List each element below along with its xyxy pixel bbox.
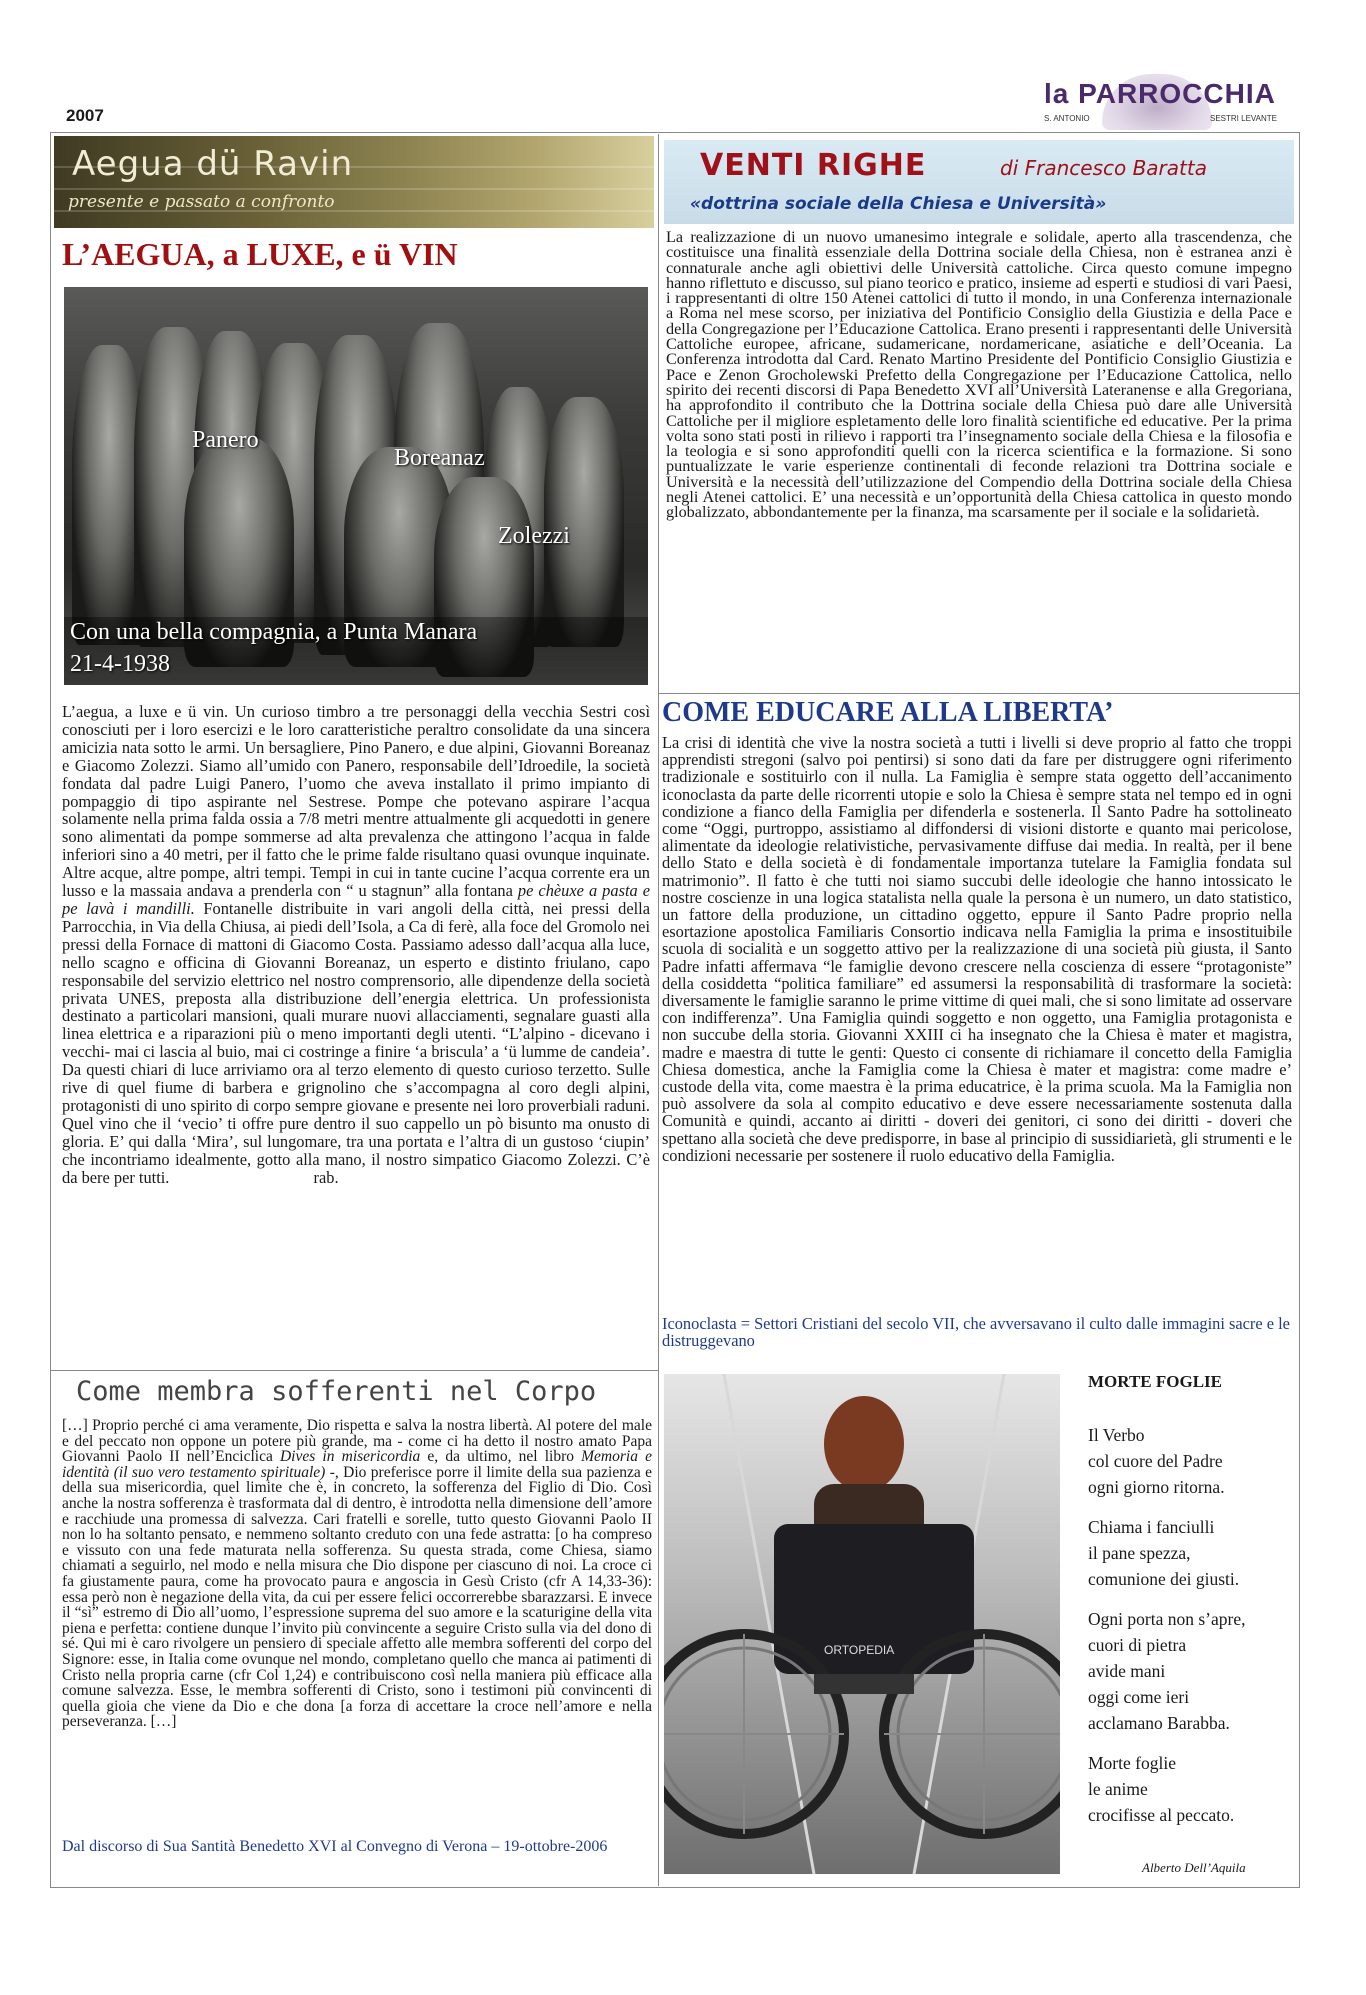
membra-body xyxy=(62,1418,652,1730)
photo-label-boreanaz: Boreanaz xyxy=(394,445,485,471)
membra-italic-dives: Dives in misericordia xyxy=(279,1448,421,1466)
poem-line: avide mani xyxy=(1088,1661,1166,1681)
come-educare-body: La crisi di identità che vive la nostra società a tutti i livelli si deve proprio al fatto che troppi apprendisti stregoni (salvo poi pentirsi) si sono dati da fare per distruggere ogni riferimento tradizionale e sostituirlo con il nulla. La Famiglia è sempre stata oggetto dell’accanimento iconoclasta da parte delle ricorrenti utopie e solo la Chiesa è sempre stata nel tempo ed in ogni condizione a fianco della Famiglia per difenderla e sostenerla. Il Santo Padre ha sottolineato come “Oggi, purtroppo, assistiamo al diffondersi di visioni distorte e quanto mai pericolose, alimentate da ideologie relativistiche, pervasivamente diffuse dai media. In realtà, per il bene dello Stato e della società è di fondamentale importanza tutelare la Famiglia fondata sul matrimonio”. Il fatto è che tutti noi siamo succubi delle ideologie che hanno intossicato le nostre coscienze in una logica statalista nella quale la persona è un numero, un dato statistico, un fattore della produzione, un cittadino oggetto, eppure il Santo Padre proprio nella esortazione apostolica Familiaris Consortio indicava nella Famiglia la prima e insostituibile scuola di socialità e un soggetto attivo per la realizzazione di una società più giusta, il Santo Padre infatti affermava “le famiglie devono crescere nella coscienza di essere “protagoniste” della cosiddetta “politica familiare” ed assumersi la responsabilità di trasformare la società: diversamente le famiglie saranno le prime vittime di quei mali, che si sono limitate ad osservare con indifferenza”. Una Famiglia quindi soggetto e non oggetto, una Famiglia protagonista e non succube della storia. Giovanni XXIII ci ha insegnato che la Chiesa è mater et magistra, madre e maestra di tutte le genti: Questo ci consente di richiamare il concetto della Famiglia Chiesa domestica, anche la Famiglia come la Chiesa è mater et magistra: come madre e’ custode della vita, come maestra è la prima educatrice, è la prima scuola. Ma la Famiglia non può assolvere da sola al compito educativo e deve essere necessariamente sostenuta dalla Comunità e quindi, accanto ai diritti - doveri dei genitori, ci sono dei diritti - doveri che spettano alla società che deve predisporre, in base al principio di sussidiarietà, gli strumenti e le condizioni necessarie per sostenere il ruolo educativo della Famiglia. xyxy=(662,733,1292,1165)
poem-title: MORTE FOGLIE xyxy=(1088,1372,1222,1391)
banner-subtitle: presente e passato a confronto xyxy=(68,192,335,212)
membra-body-part1: […] Proprio perché ci ama veramente, Dio rispetta e salva la nostra libertà. Al potere del male e del peccato non oppone un potere più grande, ma - come ci ha detto il nostro amato Papa Giovanni Paolo II nell’Enciclica xyxy=(62,1417,652,1466)
photo-label-zolezzi: Zolezzi xyxy=(498,523,570,549)
aegua-body-italic: pe chèuxe a pasta e pe lavà i mandilli. xyxy=(62,881,651,918)
poem-line: il pane spezza, xyxy=(1088,1543,1191,1563)
page-year: 2007 xyxy=(66,106,104,125)
poem-line: Ogni porta non s’apre, xyxy=(1088,1609,1246,1629)
poem-line: col cuore del Padre xyxy=(1088,1451,1223,1471)
iconoclasta-note: Iconoclasta = Settori Cristiani del secolo VII, che avversavano il culto dalle immagini sacre e le distruggevano xyxy=(662,1314,1290,1351)
venti-righe-subtitle: «dottrina sociale della Chiesa e Università» xyxy=(690,194,1107,214)
membra-body-part3: -, Dio preferisce porre il limite della sua pazienza e della sua misericordia, quel limite che è, in concreto, la sofferenza del Figlio di Dio. Così anche la nostra sofferenza è trasformata dal di dentro, è introdotta nella dimensione dell’amore e racchiude una promessa di salvezza. Cari fratelli e sorelle, tutto questo Giovanni Paolo II non lo ha soltanto pensato, e nemmeno soltanto creduto con una fede astratta: [o ha compreso e vissuto con una fede maturata nella sofferenza. Su questa strada, come Chiesa, siamo chiamati a seguirlo, nel modo e nella misura che Dio dispone per ciascuno di noi. La croce ci fa giustamente paura, come ha provocato paura e angoscia in Gesù Cristo (cfr A 14,33-36): essa però non è negazione della vita, da cui per essere felici occorrerebbe sbarazzarsi. E invece il “sì” estremo di Dio all’uomo, l’espressione suprema del suo amore e la scaturigine della vita piena e perfetta: contiene dunque l’invito più convincente a seguire Cristo sulla via del dono di sé. Qui mi è caro rivolgere un pensiero di speciale affetto alle membra sofferenti del corpo del Signore: esse, in Italia come ovunque nel mondo, completano quello che manca ai patimenti di Cristo nella propria carne (cfr Col 1,24) e contribuiscono così nella maniera più efficace alla comune salvezza. Esse, le membra sofferenti di Cristo, sono i testimoni più convincenti di quella gioia che viene da Dio e che dona [a forza di accettare la croce nell’amore e nella perseveranza. […] xyxy=(62,1463,652,1731)
wheelchair-photo xyxy=(664,1374,1060,1874)
aegua-signature: rab. xyxy=(313,1167,339,1187)
venti-righe-body: La realizzazione di un nuovo umanesimo integrale e solidale, aperto alla trascendenza, che costituisce una finalità essenziale della Dottrina sociale della Chiesa, non è estranea anzi è connaturale anche agli obiettivi delle Università cattoliche. Circa questo comune impegno hanno riflettuto e discusso, sul piano teorico e pratico, insieme ad esperti e studiosi di vari Paesi, i rappresentanti di oltre 150 Atenei cattolici di tutto il mondo, in una Conferenza internazionale a Roma nel mese scorso, per iniziativa del Pontificio Consiglio della Giustizia e della Pace e della Congregazione per l’Educazione Cattolica. Erano presenti i rappresentanti delle Università Cattoliche europee, africane, sudamericane, nordamericane, asiatiche e dell’Oceania. La Conferenza introdotta dal Card. Renato Martino Presidente del Pontificio Consiglio Giustizia e Pace e Zenon Grocholewski Prefetto della Congregazione per l’Educazione Cattolica, nello spirito dei recenti discorsi di Papa Benedetto XVI all’Università Lateranense e alla Gregoriana, ha approfondito il contributo che la Dottrina sociale della Chiesa può dare alle Università Cattoliche per il migliore espletamento delle loro finalità scientifiche ed educative. Per la prima volta sono stati posti in rilievo i rapporti tra l’insegnamento sociale della Chiesa e la filosofia e la teologia e si sono approfonditi quelli con la ricerca scientifica e la formazione. Si sono puntualizzate le varie esperienze continentali di feconde relazioni tra Dottrina sociale e Università e la necessità dell’utilizzazione del Compendio della Dottrina sociale della Chiesa negli Atenei cattolici. E’ una necessità e un’opportunità della Chiesa cattolica in questo mondo globalizzato, abbondantemente per la finanza, ma scarsamente per il sociale e la solidarietà. xyxy=(666,228,1292,522)
poem-line: comunione dei giusti. xyxy=(1088,1569,1240,1589)
poem-line: oggi come ieri xyxy=(1088,1687,1190,1707)
poem-body xyxy=(1088,1422,1288,1842)
membra-italic-memoria: Memoria e identità (il suo vero testamento spirituale) xyxy=(62,1448,652,1481)
aegua-banner xyxy=(54,136,654,228)
left-section-divider xyxy=(51,1370,658,1371)
membra-body-part2: e, da ultimo, nel libro xyxy=(420,1448,582,1466)
parish-logo xyxy=(1040,74,1302,134)
poem-stanza xyxy=(1088,1750,1288,1828)
right-section-divider xyxy=(659,693,1299,694)
group-photo xyxy=(64,287,648,685)
membra-title: Come membra sofferenti nel Corpo xyxy=(76,1376,597,1407)
poem-stanza xyxy=(1088,1606,1288,1736)
logo-sub-right: SESTRI LEVANTE xyxy=(1210,114,1277,123)
come-educare-title: COME EDUCARE ALLA LIBERTA’ xyxy=(662,697,1114,728)
poem-stanza xyxy=(1088,1514,1288,1592)
aegua-body-part2: Fontanelle distribuite in vari angoli della città, nei pressi della Parrocchia, in Via della Chiusa, ai piedi dell’Isola, a Ca di ferè, alla foce del Gromolo nei pressi della Fornace di mattoni di Giacomo Costa. Passiamo adesso dall’acqua alla luce, nello scagno e officina di Giovanni Boreanaz, un esperto e distinto friulano, capo responsabile del servizio elettrico nel nostro comprensorio, alle dipendenze della società privata UNES, preposta alla distribuzione dell’energia elettrica. Un professionista destinato a particolari mansioni, quali murare nuovi allacciamenti, segnalare guasti alla linea elettrica e a riparazioni più o meno importanti degli utenti. “L’alpino - dicevano i vecchi- mai ci lascia al buio, mai ci costringe a finire ‘a briscula’ a ‘ü lumme de candeia’. Da questi chiari di luce arriviamo ora al terzo elemento di questo curioso terzetto. Sulle rive di quel fiume di barbera e grignolino che s’accompagna al coro degli alpini, protagonisti di uno spirito di corpo sempre giovane e presente nei loro proverbiali raduni. Quel vino che il ‘vecio’ ti offre pure dentro il suo cappello un pò bisunto ma onusto di gloria. E’ qui dalla ‘Mira’, sul lungomare, tra una portata e l’altra di un gustoso ‘ciupin’ che incontriamo idealmente, gotto alla mano, il nostro simpatico Giacomo Zolezzi. C’è da bere per tutti. xyxy=(62,898,650,1187)
poem-line: ogni giorno ritorna. xyxy=(1088,1477,1225,1497)
poem-line: Chiama i fanciulli xyxy=(1088,1517,1215,1537)
logo-sub-left: S. ANTONIO xyxy=(1044,114,1090,123)
wheelchair-label: ORTOPEDIA xyxy=(824,1643,895,1657)
poem-line: crocifisse al peccato. xyxy=(1088,1805,1235,1825)
membra-source: Dal discorso di Sua Santità Benedetto XVI al Convegno di Verona – 19-ottobre-2006 xyxy=(62,1838,608,1855)
poem-line: Morte foglie xyxy=(1088,1753,1176,1773)
venti-righe-author: di Francesco Baratta xyxy=(1000,156,1207,180)
photo-caption-date: 21-4-1938 xyxy=(70,651,170,677)
logo-title-la: la xyxy=(1044,78,1079,109)
column-divider xyxy=(658,134,659,1886)
poem-stanza xyxy=(1088,1422,1288,1500)
poem-line: cuori di pietra xyxy=(1088,1635,1187,1655)
aegua-headline: L’AEGUA, a LUXE, e ü VIN xyxy=(62,236,458,272)
logo-title-parrocchia: PARROCCHIA xyxy=(1078,78,1276,109)
banner-title: Aegua dü Ravin xyxy=(72,144,354,184)
poem-author: Alberto Dell’Aquila xyxy=(1142,1860,1246,1875)
aegua-body xyxy=(62,703,650,1186)
poem-line: Il Verbo xyxy=(1088,1425,1145,1445)
poem-line: acclamano Barabba. xyxy=(1088,1713,1230,1733)
aegua-body-part1: L’aegua, a luxe e ü vin. Un curioso timbro a tre personaggi della vecchia Sestri così conosciuti per i loro esercizi e le loro caratteristiche peraltro consolidate da una sincera amicizia nata sotto le armi. Un bersagliere, Pino Panero, e due alpini, Giovanni Boreanaz e Giacomo Zolezzi. Siamo all’umido con Panero, responsabile dell’Idroedile, la società fondata dal padre Luigi Panero, l’uomo che aveva installato il primo impianto di pompaggio di tipo aspirante nel Sestrese. Pompe che potevano aspirare l’acqua solamente nella prima falda ossia a 7/8 metri mentre attualmente gli acquedotti in genere sono alimentati da pompe sommerse ad alta prevalenza che attingono l’acqua in falde inferiori sino a 40 metri, per il fatto che le prime falde risultano quasi ovunque inquinate. Altre acque, altre pompe, altri tempi. Tempi in cui in tante cucine l’acqua corrente era un lusso e la massaia andava a prenderla con “ u stagnun” alla fontana xyxy=(62,702,650,901)
wheelchair-icon xyxy=(664,1374,1060,1874)
photo-label-panero: Panero xyxy=(192,427,259,453)
poem-line: le anime xyxy=(1088,1779,1148,1799)
photo-caption-line1: Con una bella compagnia, a Punta Manara xyxy=(70,619,478,645)
venti-righe-title: VENTI RIGHE xyxy=(700,148,927,183)
